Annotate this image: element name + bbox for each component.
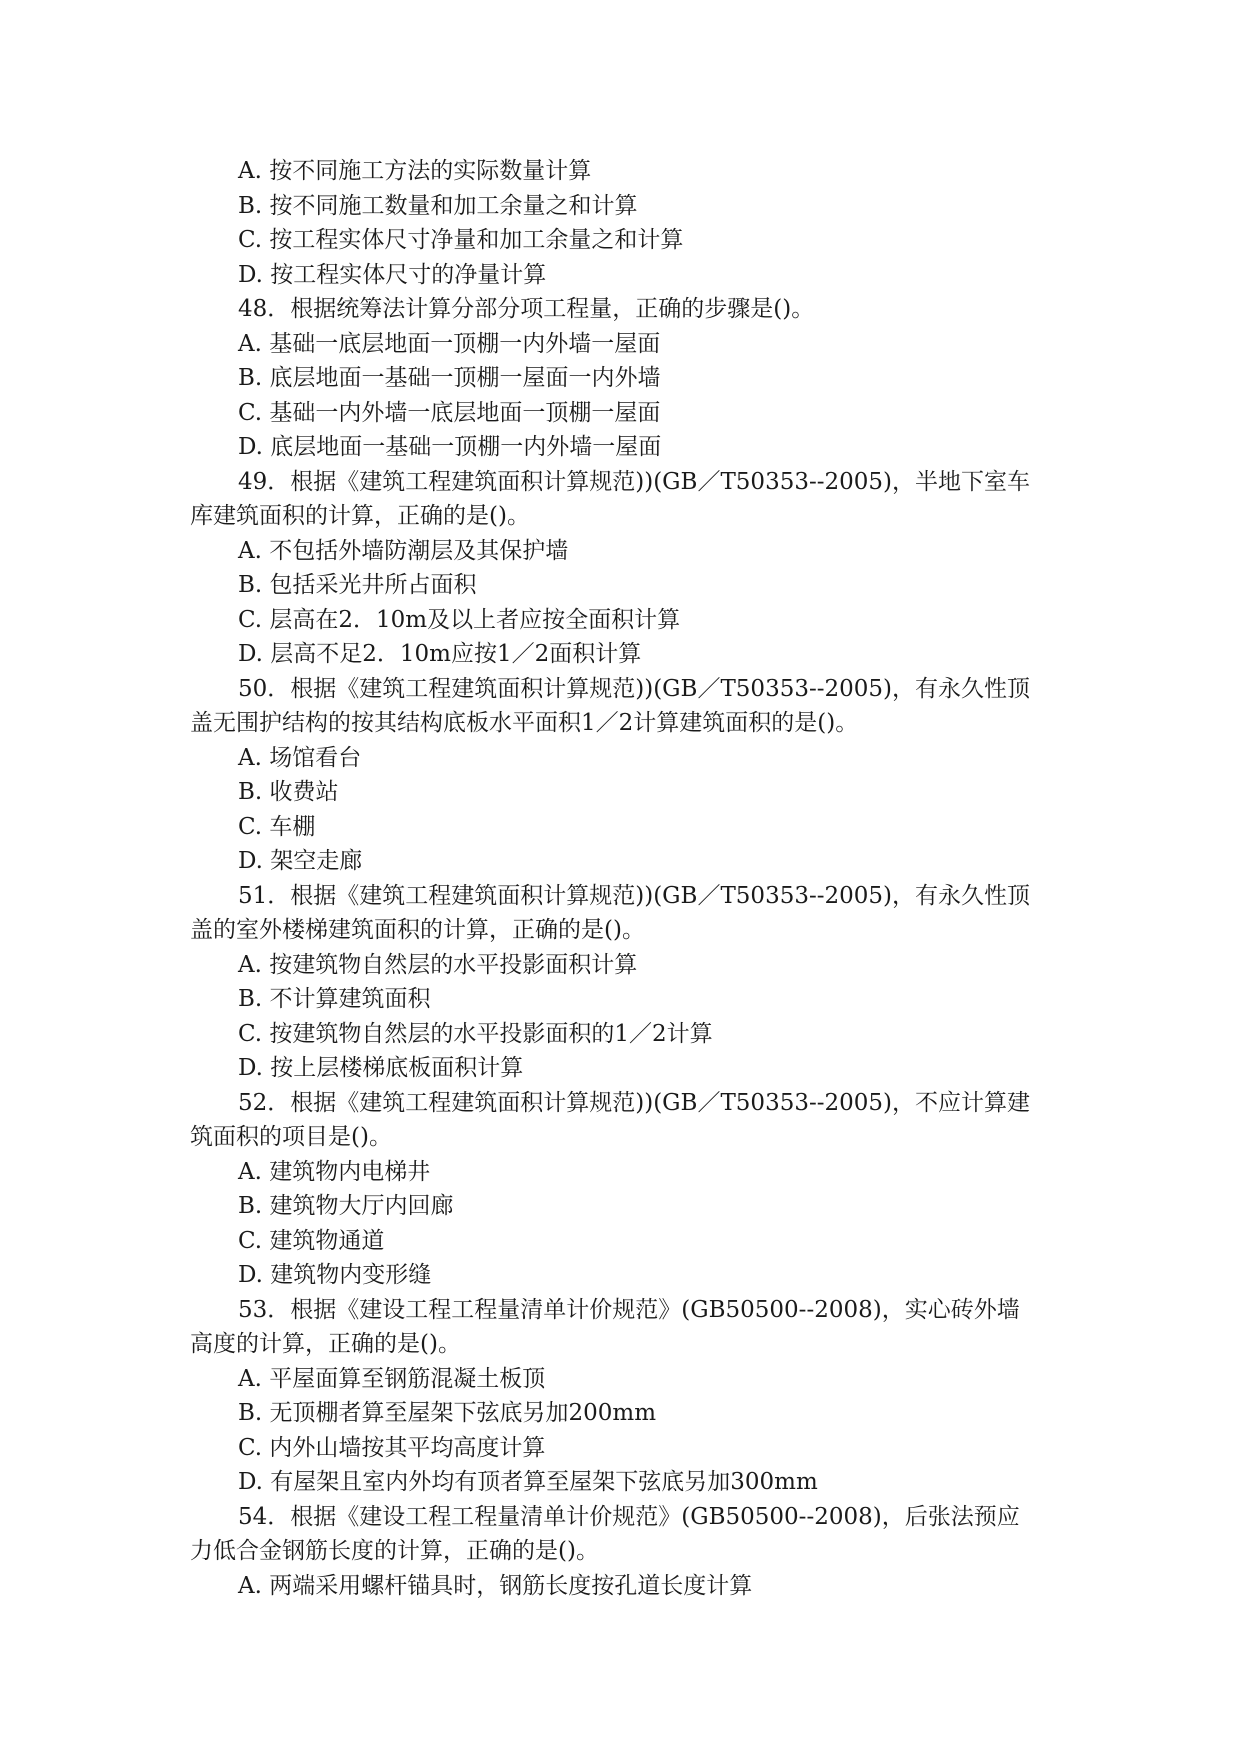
answer-option: D. 按工程实体尺寸的净量计算 bbox=[238, 261, 547, 288]
question-text-continued: 筑面积的项目是()。 bbox=[190, 1124, 392, 1150]
answer-option: C. 按建筑物自然层的水平投影面积的1／2计算 bbox=[238, 1020, 713, 1047]
answer-option: A. 建筑物内电梯井 bbox=[238, 1158, 431, 1185]
question-text-continued: 高度的计算，正确的是()。 bbox=[190, 1331, 461, 1357]
answer-option: D. 架空走廊 bbox=[238, 848, 363, 874]
answer-option: A. 按建筑物自然层的水平投影面积计算 bbox=[238, 951, 638, 978]
answer-option: B. 底层地面一基础一顶棚一屋面一内外墙 bbox=[238, 365, 661, 391]
answer-option: B. 不计算建筑面积 bbox=[238, 986, 431, 1012]
answer-option: D. 有屋架且室内外均有顶者算至屋架下弦底另加300mm bbox=[238, 1469, 818, 1495]
answer-option: A. 平屋面算至钢筋混凝土板顶 bbox=[238, 1365, 546, 1392]
question-text-continued: 盖的室外楼梯建筑面积的计算，正确的是()。 bbox=[190, 917, 645, 943]
question-text: 52．根据《建筑工程建筑面积计算规范))(GB／T50353--2005)，不应计算建 bbox=[238, 1089, 1031, 1116]
answer-option: B. 无顶棚者算至屋架下弦底另加200mm bbox=[238, 1400, 657, 1426]
question-text: 49．根据《建筑工程建筑面积计算规范))(GB／T50353--2005)，半地下室车 bbox=[238, 468, 1031, 495]
question-text: 54．根据《建设工程工程量清单计价规范》(GB50500--2008)，后张法预应 bbox=[238, 1503, 1020, 1530]
answer-option: D. 底层地面一基础一顶棚一内外墙一屋面 bbox=[238, 434, 662, 460]
answer-option: A. 基础一底层地面一顶棚一内外墙一屋面 bbox=[238, 330, 661, 357]
answer-option: A. 两端采用螺杆锚具时，钢筋长度按孔道长度计算 bbox=[238, 1572, 753, 1599]
answer-option: C. 层高在2．10m及以上者应按全面积计算 bbox=[238, 606, 681, 633]
question-text-continued: 库建筑面积的计算，正确的是()。 bbox=[190, 503, 530, 529]
question-text: 53．根据《建设工程工程量清单计价规范》(GB50500--2008)，实心砖外墙 bbox=[238, 1296, 1020, 1323]
answer-option: A. 按不同施工方法的实际数量计算 bbox=[238, 158, 592, 184]
answer-option: A. 场馆看台 bbox=[238, 744, 362, 771]
answer-option: C. 按工程实体尺寸净量和加工余量之和计算 bbox=[238, 227, 684, 253]
answer-option: D. 层高不足2．10m应按1／2面积计算 bbox=[238, 641, 642, 667]
answer-option: B. 收费站 bbox=[238, 779, 339, 805]
answer-option: D. 建筑物内变形缝 bbox=[238, 1262, 432, 1288]
answer-option: A. 不包括外墙防潮层及其保护墙 bbox=[238, 537, 569, 564]
answer-option: B. 包括采光井所占面积 bbox=[238, 572, 477, 598]
answer-option: C. 基础一内外墙一底层地面一顶棚一屋面 bbox=[238, 399, 661, 426]
question-text-continued: 盖无围护结构的按其结构底板水平面积1／2计算建筑面积的是()。 bbox=[190, 710, 859, 736]
question-text-continued: 力低合金钢筋长度的计算，正确的是()。 bbox=[190, 1538, 599, 1564]
question-text: 51．根据《建筑工程建筑面积计算规范))(GB／T50353--2005)，有永久性顶 bbox=[238, 882, 1031, 909]
answer-option: B. 按不同施工数量和加工余量之和计算 bbox=[238, 192, 638, 219]
question-text: 48．根据统筹法计算分部分项工程量，正确的步骤是()。 bbox=[238, 296, 815, 322]
answer-option: B. 建筑物大厅内回廊 bbox=[238, 1193, 454, 1219]
answer-option: C. 建筑物通道 bbox=[238, 1227, 385, 1254]
document-body bbox=[190, 154, 1060, 1603]
answer-option: D. 按上层楼梯底板面积计算 bbox=[238, 1055, 524, 1081]
answer-option: C. 车棚 bbox=[238, 813, 316, 840]
answer-option: C. 内外山墙按其平均高度计算 bbox=[238, 1434, 546, 1461]
question-text: 50．根据《建筑工程建筑面积计算规范))(GB／T50353--2005)，有永久性顶 bbox=[238, 675, 1031, 702]
